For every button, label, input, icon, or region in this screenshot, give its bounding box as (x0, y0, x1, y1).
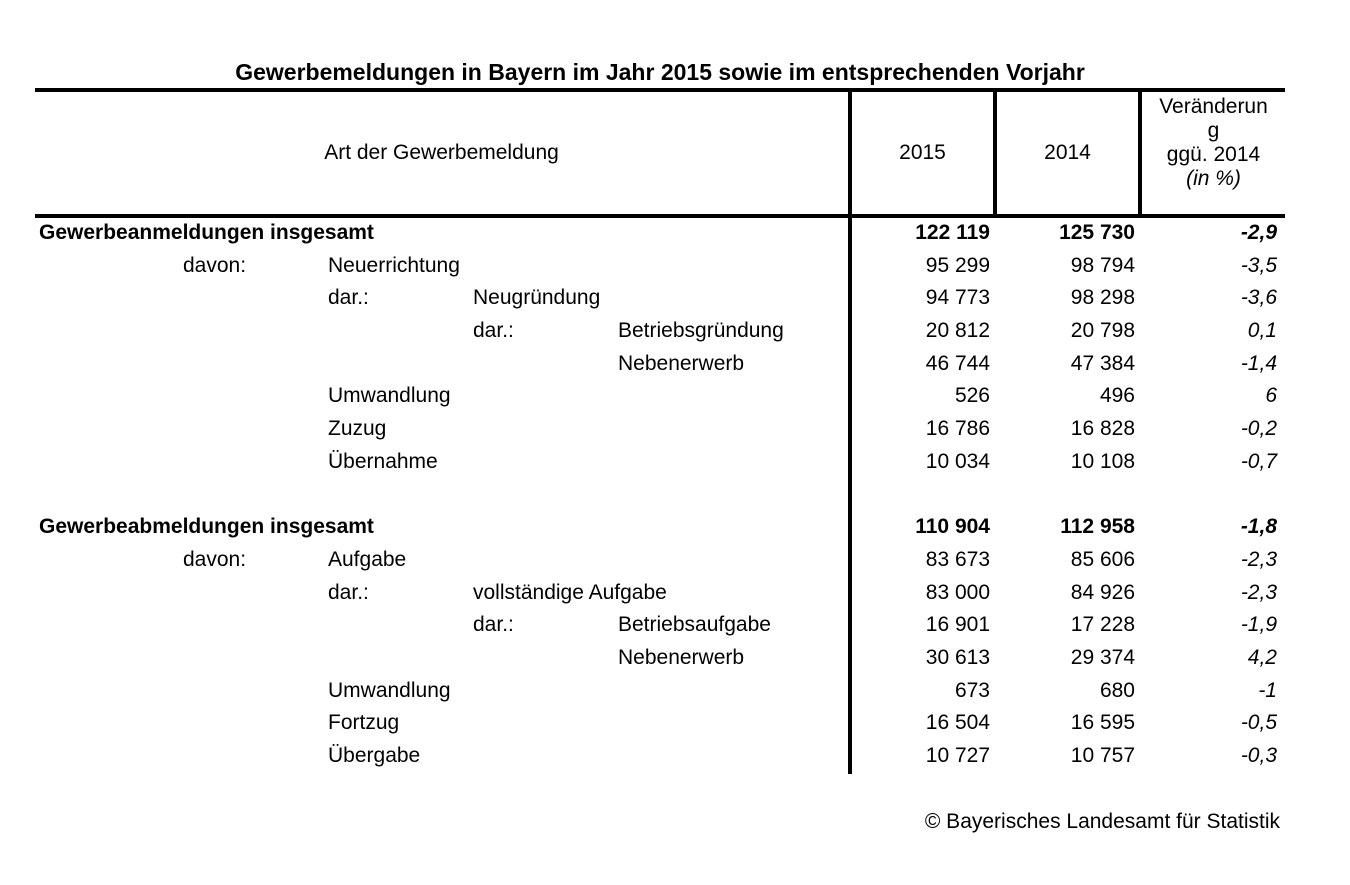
value-change: -2,3 (1240, 581, 1277, 604)
value-2014: 496 (1099, 384, 1135, 407)
value-2015: 16 786 (925, 417, 990, 440)
row-label-l1: davon: (183, 254, 247, 277)
table-row (35, 315, 1285, 347)
value-2014: 16 595 (1070, 711, 1135, 734)
value-2014: 10 108 (1070, 450, 1135, 473)
value-2015: 30 613 (925, 646, 990, 669)
value-2014: 85 606 (1070, 548, 1135, 571)
value-change: -0,3 (1240, 744, 1277, 767)
row-label-l4: Nebenerwerb (618, 352, 745, 375)
table-title: Gewerbemeldungen in Bayern im Jahr 2015 sowie im entsprechenden Vorjahr (235, 59, 1085, 85)
table-row (35, 609, 1285, 641)
value-2015: 673 (954, 679, 990, 702)
value-2014: 84 926 (1070, 581, 1135, 604)
header-2015: 2015 (899, 141, 946, 164)
value-2014: 17 228 (1070, 613, 1135, 636)
value-2014: 98 794 (1070, 254, 1135, 277)
table-row (35, 511, 1285, 543)
value-change: 4,2 (1247, 646, 1277, 669)
header-change (1142, 95, 1285, 191)
table-row (35, 282, 1285, 314)
value-change: -3,5 (1240, 254, 1277, 277)
value-2014: 10 757 (1070, 744, 1135, 767)
row-label-l0: Gewerbeanmeldungen insgesamt (39, 221, 374, 244)
value-change: -2,3 (1240, 548, 1277, 571)
value-change: -2,9 (1240, 221, 1277, 244)
row-label-l2: Übergabe (328, 744, 421, 767)
value-change: -1 (1258, 679, 1277, 702)
row-label-l3: Neugründung (473, 286, 601, 309)
value-2015: 16 504 (925, 711, 990, 734)
value-2015: 10 727 (925, 744, 990, 767)
row-label-l3: dar.: (473, 613, 514, 636)
table-row (35, 544, 1285, 576)
value-2014: 47 384 (1070, 352, 1135, 375)
value-change: -0,5 (1240, 711, 1277, 734)
value-2014: 29 374 (1070, 646, 1135, 669)
value-2015: 20 812 (925, 319, 990, 342)
row-label-l2: dar.: (328, 581, 369, 604)
value-change: -1,9 (1240, 613, 1277, 636)
copyright-footer: © Bayerisches Landesamt für Statistik (924, 810, 1280, 833)
row-label-l3: dar.: (473, 319, 514, 342)
header-label: Art der Gewerbemeldung (324, 141, 559, 164)
table-row (35, 413, 1285, 445)
row-label-l3: vollständige Aufgabe (473, 581, 667, 604)
table-row (35, 446, 1285, 478)
row-label-l2: Aufgabe (328, 548, 407, 571)
value-change: 6 (1265, 384, 1277, 407)
table-row (35, 740, 1285, 772)
table-row (35, 250, 1285, 282)
value-2015: 526 (954, 384, 990, 407)
value-2014: 20 798 (1070, 319, 1135, 342)
row-label-l2: Neuerrichtung (328, 254, 460, 277)
value-2015: 122 119 (915, 221, 990, 244)
row-label-l2: Zuzug (328, 417, 387, 440)
row-label-l1: davon: (183, 548, 247, 571)
value-change: -0,2 (1240, 417, 1277, 440)
value-2014: 16 828 (1070, 417, 1135, 440)
value-2014: 112 958 (1060, 515, 1135, 538)
value-2014: 680 (1099, 679, 1135, 702)
table-row (35, 707, 1285, 739)
row-label-l4: Betriebsaufgabe (618, 613, 771, 636)
value-2014: 98 298 (1070, 286, 1135, 309)
value-2015: 83 673 (925, 548, 990, 571)
header-change-line3: ggü. 2014 (1166, 143, 1261, 166)
row-label-l2: dar.: (328, 286, 369, 309)
table-row (35, 675, 1285, 707)
header-change-line4: (in %) (1186, 167, 1241, 190)
row-label-l4: Nebenerwerb (618, 646, 745, 669)
header-change-line2: g (1207, 119, 1220, 142)
table-row (35, 577, 1285, 609)
value-change: 0,1 (1247, 319, 1277, 342)
header-2014: 2014 (1044, 141, 1091, 164)
table-row (35, 380, 1285, 412)
row-label-l0: Gewerbeabmeldungen insgesamt (39, 515, 374, 538)
value-change: -1,4 (1240, 352, 1277, 375)
value-2015: 10 034 (925, 450, 990, 473)
header-change-line1: Veränderun (1159, 95, 1268, 118)
value-2015: 94 773 (925, 286, 990, 309)
top-rule (35, 88, 1285, 92)
value-2015: 83 000 (925, 581, 990, 604)
value-change: -0,7 (1240, 450, 1277, 473)
table-row (35, 348, 1285, 380)
value-2014: 125 730 (1059, 221, 1135, 244)
row-label-l2: Umwandlung (328, 384, 451, 407)
value-2015: 95 299 (925, 254, 990, 277)
value-2015: 16 901 (925, 613, 990, 636)
row-label-l2: Umwandlung (328, 679, 451, 702)
value-2015: 110 904 (915, 515, 990, 538)
row-label-l2: Übernahme (328, 450, 438, 473)
value-change: -3,6 (1240, 286, 1277, 309)
row-label-l2: Fortzug (328, 711, 400, 734)
table-row (35, 217, 1285, 249)
table-row (35, 642, 1285, 674)
value-2015: 46 744 (925, 352, 990, 375)
row-label-l4: Betriebsgründung (618, 319, 784, 342)
value-change: -1,8 (1240, 515, 1277, 538)
